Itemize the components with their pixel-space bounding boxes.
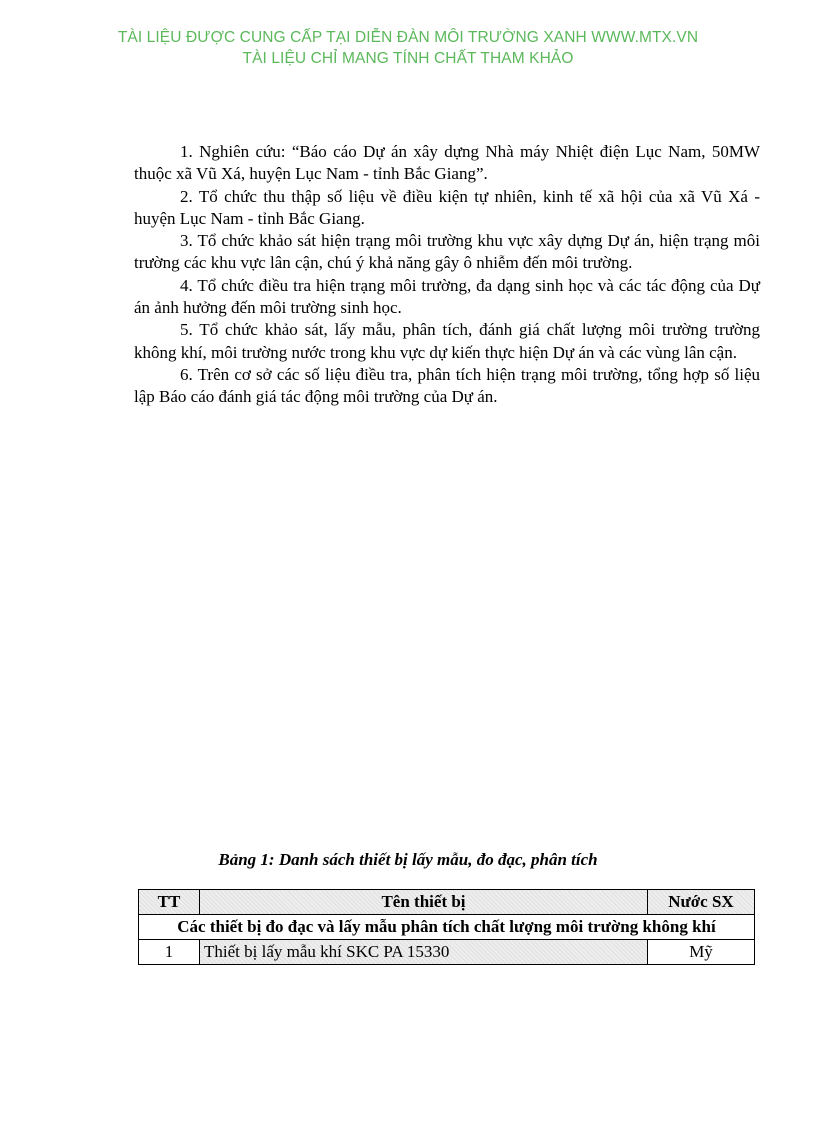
paragraph-2: 2. Tổ chức thu thập số liệu về điều kiện tự nhiên, kinh tế xã hội của xã Vũ Xá - huyện Lục Nam - tỉnh Bắc Giang. <box>134 186 760 228</box>
table-group-row <box>139 915 755 940</box>
paragraph-3: 3. Tổ chức khảo sát hiện trạng môi trường khu vực xây dựng Dự án, hiện trạng môi trường các khu vực lân cận, chú ý khả năng gây ô nhiễm đến môi trường. <box>134 231 760 273</box>
cell-name: Thiết bị lấy mẫu khí SKC PA 15330 <box>200 940 648 965</box>
table-caption: Bảng 1: Danh sách thiết bị lấy mẫu, đo đạc, phân tích <box>218 850 598 869</box>
paragraph-4: 4. Tổ chức điều tra hiện trạng môi trường, đa dạng sinh học và các tác động của Dự án ảnh hưởng đến môi trường sinh học. <box>134 275 760 318</box>
table-row <box>139 940 755 965</box>
paragraph-1: 1. Nghiên cứu: “Báo cáo Dự án xây dựng Nhà máy Nhiệt điện Lục Nam, 50MW thuộc xã Vũ Xá, huyện Lục Nam - tỉnh Bắc Giang”. <box>134 142 760 184</box>
header-name: Tên thiết bị <box>200 890 648 915</box>
paragraph-6: 6. Trên cơ sở các số liệu điều tra, phân tích hiện trạng môi trường, tổng hợp số liệu lập Báo cáo đánh giá tác động môi trường của Dự án. <box>134 364 760 407</box>
header-country: Nước SX <box>648 890 755 915</box>
paragraph-5: 5. Tổ chức khảo sát, lấy mẫu, phân tích, đánh giá chất lượng môi trường trường không khí, môi trường nước trong khu vực dự kiến thực hiện Dự án và các vùng lân cận. <box>134 320 760 362</box>
cell-tt: 1 <box>139 940 200 965</box>
header-tt: TT <box>139 890 200 915</box>
group-label: Các thiết bị đo đạc và lấy mẫu phân tích chất lượng môi trường không khí <box>139 915 755 940</box>
equipment-table <box>138 889 755 965</box>
header-line-1: TÀI LIỆU ĐƯỢC CUNG CẤP TẠI DIỄN ĐÀN MÔI TRƯỜNG XANH WWW.MTX.VN <box>117 29 699 46</box>
table-header-row <box>139 890 755 915</box>
body-text <box>134 141 760 409</box>
header-line-2: TÀI LIỆU CHỈ MANG TÍNH CHẤT THAM KHẢO <box>242 50 574 67</box>
cell-country: Mỹ <box>648 940 755 965</box>
